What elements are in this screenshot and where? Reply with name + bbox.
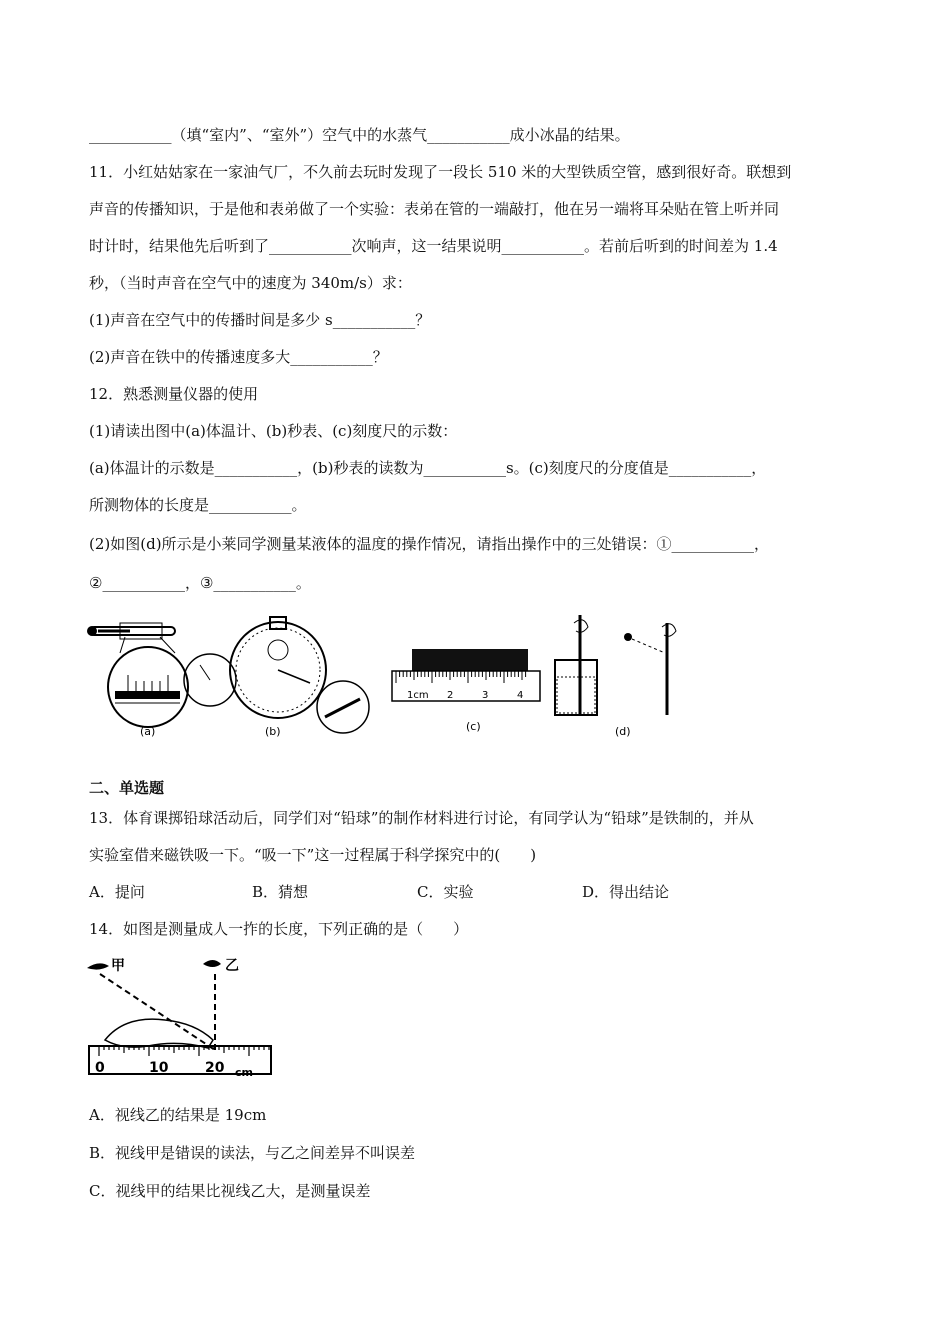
question-14-option-a[interactable]: A．视线乙的结果是 19cm <box>89 1106 267 1124</box>
ruler-label-4: 4 <box>517 690 524 701</box>
question-11-part-1: (1)声音在空气中的传播时间是多少 s___________？ <box>89 311 431 329</box>
caption-b: (b) <box>265 725 281 738</box>
question-13-line-2: 实验室借来磁铁吸一下。“吸一下”这一过程属于科学探究中的( ) <box>89 846 537 864</box>
ruler14-label-20: 20 <box>205 1060 225 1076</box>
ruler-label-2: 2 <box>447 690 454 701</box>
ruler-figure <box>392 649 540 701</box>
thermometer-figure <box>87 623 188 727</box>
question-13-line-1: 13．体育课掷铅球活动后，同学们对“铅球”的制作材料进行讨论，有同学认为“铅球”是铁制的，并从 <box>89 809 754 827</box>
stopwatch-figure <box>184 617 369 733</box>
question-12-title: 12．熟悉测量仪器的使用 <box>89 385 259 403</box>
question-11-line-1: 11．小红姑姑家在一家油气厂，不久前去玩时发现了一段长 510 米的大型铁质空管，感到很好奇。联想到 <box>89 163 792 181</box>
question-12-part-2-b: ②___________，③___________。 <box>89 574 311 592</box>
ruler14-label-10: 10 <box>149 1060 169 1076</box>
question-14-option-c[interactable]: C．视线甲的结果比视线乙大，是测量误差 <box>89 1182 371 1200</box>
question-11-line-3: 时计时，结果他先后听到了___________次响声，这一结果说明___________。若前后听到的时间差为 1.4 <box>89 237 778 255</box>
caption-a: (a) <box>140 725 156 738</box>
question-11-part-2: (2)声音在铁中的传播速度多大___________？ <box>89 348 388 366</box>
label-jia: 甲 <box>111 958 125 974</box>
question-11-line-2: 声音的传播知识，于是他和表弟做了一个实验：表弟在管的一端敲打，他在另一端将耳朵贴在管上听并同 <box>89 200 780 218</box>
label-yi: 乙 <box>225 958 239 974</box>
eye-jia-icon <box>87 963 109 969</box>
question-14-stem: 14．如图是测量成人一拃的长度，下列正确的是（ ） <box>89 920 469 938</box>
question-13-option-d[interactable]: D．得出结论 <box>582 883 670 901</box>
ruler-label-3: 3 <box>482 690 489 701</box>
question-12-line-b: 所测物体的长度是___________。 <box>89 496 307 514</box>
section-title-single-choice: 二、单选题 <box>89 779 165 797</box>
eye-yi-icon <box>203 960 221 967</box>
question-11-line-4: 秒，（当时声音在空气中的速度为 340m/s）求： <box>89 274 412 292</box>
question-12-part-2: (2)如图(d)所示是小莱同学测量某液体的温度的操作情况，请指出操作中的三处错误：①___________， <box>89 535 770 553</box>
hand-icon <box>105 1019 213 1048</box>
figure-12-instruments <box>80 605 720 745</box>
question-13-option-b[interactable]: B．猜想 <box>252 883 309 901</box>
question-14-option-b[interactable]: B．视线甲是错误的读法，与乙之间差异不叫误差 <box>89 1144 416 1162</box>
question-13-option-c[interactable]: C．实验 <box>417 883 474 901</box>
ruler14-label-0: 0 <box>95 1060 105 1076</box>
ruler-label-1: 1cm <box>407 690 429 701</box>
caption-c: (c) <box>466 720 481 733</box>
question-12-part-1: (1)请读出图中(a)体温计、(b)秒表、(c)刻度尺的示数： <box>89 422 458 440</box>
question-13-option-a[interactable]: A．提问 <box>89 883 145 901</box>
figure-14-hand-span <box>85 950 275 1080</box>
ruler14-unit: cm <box>235 1066 253 1079</box>
question-12-line-a: (a)体温计的示数是___________，(b)秒表的读数为___________s。(c)刻度尺的分度值是___________， <box>89 459 767 477</box>
line-1: ___________（填“室内”、“室外”）空气中的水蒸气___________成小冰晶的结果。 <box>89 126 630 144</box>
beaker-figure <box>555 615 676 715</box>
caption-d: (d) <box>615 725 631 738</box>
